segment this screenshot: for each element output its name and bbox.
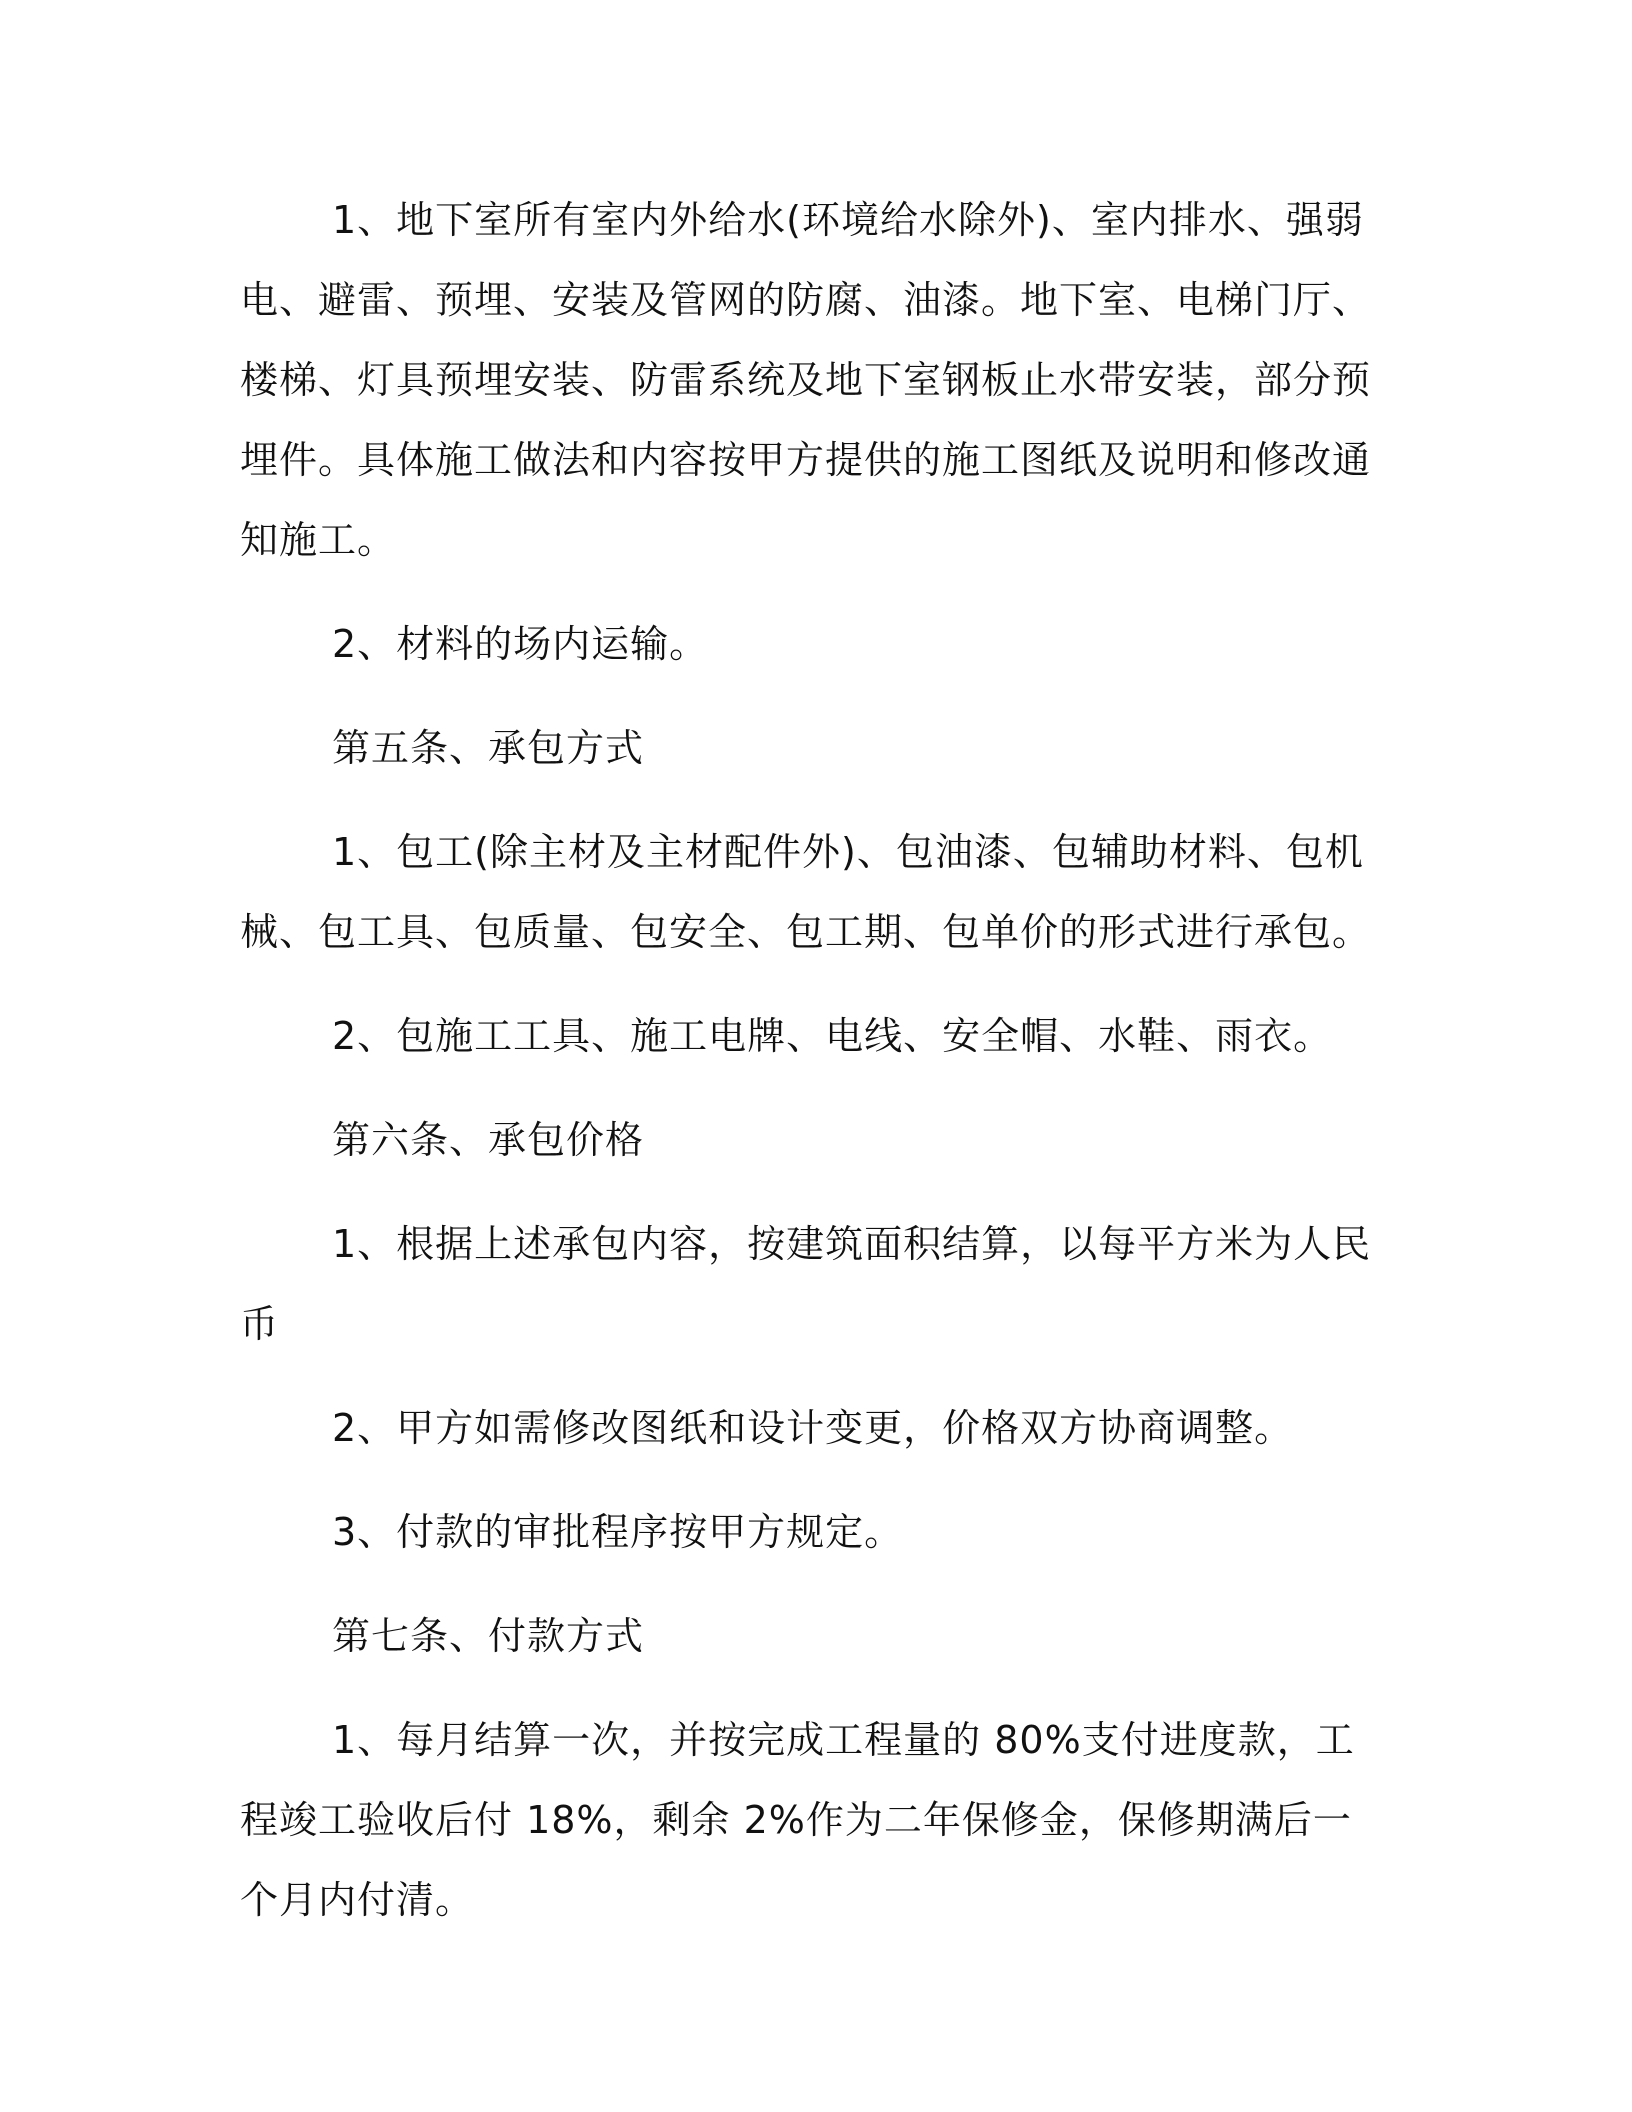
- heading-article-7: 第七条、付款方式: [332, 1614, 645, 1658]
- paragraph-scope-item-2: 2、材料的场内运输。: [332, 622, 709, 666]
- paragraph-scope-item-1: 1、地下室所有室内外给水(环境给水除外)、室内排水、强弱电、避雷、预埋、安装及管网的防腐、油漆。地下室、电梯门厅、楼梯、灯具预埋安装、防雷系统及地下室钢板止水带安装，部分预埋件。具体施工做法和内容按甲方提供的施工图纸及说明和修改通知施工。: [240, 198, 1372, 562]
- paragraph-contract-method-1: 1、包工(除主材及主材配件外)、包油漆、包辅助材料、包机械、包工具、包质量、包安全、包工期、包单价的形式进行承包。: [240, 830, 1372, 954]
- document-page: [240, 180, 1390, 1964]
- paragraph-contract-method-2: 2、包施工工具、施工电牌、电线、安全帽、水鞋、雨衣。: [332, 1014, 1333, 1058]
- heading-article-5: 第五条、承包方式: [332, 726, 645, 770]
- paragraph-price-1: 1、根据上述承包内容，按建筑面积结算，以每平方米为人民币: [240, 1222, 1372, 1346]
- heading-article-6: 第六条、承包价格: [332, 1118, 645, 1162]
- paragraph-price-2: 2、甲方如需修改图纸和设计变更，价格双方协商调整。: [332, 1406, 1294, 1450]
- paragraph-price-3: 3、付款的审批程序按甲方规定。: [332, 1510, 904, 1554]
- paragraph-payment-1: 1、每月结算一次，并按完成工程量的 80%支付进度款，工程竣工验收后付 18%，剩余 2%作为二年保修金，保修期满后一个月内付清。: [240, 1718, 1355, 1922]
